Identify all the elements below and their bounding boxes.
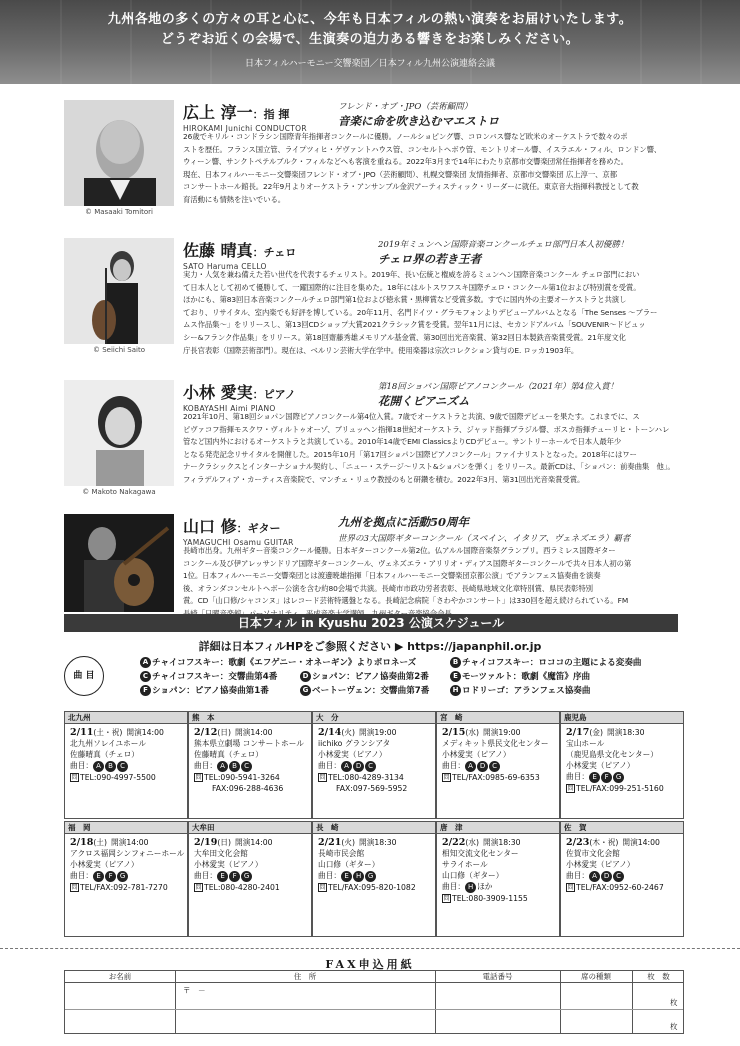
- start-time: 開演14:00: [111, 838, 149, 847]
- program-item: F ショパン：ピアノ協奏曲第1番: [140, 684, 269, 696]
- venue-city: 宮 崎: [437, 712, 559, 724]
- concert-day: (土・祝): [93, 728, 123, 737]
- program-badge: F: [140, 685, 151, 696]
- program-badge: D: [601, 871, 612, 882]
- phone-icon: 問: [195, 774, 202, 781]
- program-badge: C: [613, 871, 624, 882]
- program-label: 曲目：: [442, 761, 466, 770]
- program-item: B チャイコフスキー：ロココの主題による変奏曲: [450, 656, 642, 668]
- venue-city: 鹿児島: [561, 712, 683, 724]
- artist-name-en: KOBAYASHI Aimi PIANO: [183, 404, 276, 413]
- quantity-header: 枚 数: [647, 972, 670, 981]
- program-badge: G: [300, 685, 311, 696]
- venue-line: 熊本県立劇場 コンサートホール: [194, 739, 304, 748]
- concert-day: (水): [465, 838, 479, 847]
- start-time: 開演19:00: [359, 728, 397, 737]
- artist-tagline: 音楽に命を吹き込むマエストロ: [338, 114, 499, 128]
- start-time: 開演18:30: [483, 838, 521, 847]
- program-badge: A: [341, 761, 352, 772]
- name-header: お名前: [108, 972, 132, 981]
- venue-line: 大牟田文化会館: [194, 849, 248, 858]
- concert-date: 2/11: [70, 727, 94, 738]
- program-badge: A: [589, 871, 600, 882]
- program-badge: B: [105, 761, 116, 772]
- schedule-cell: [312, 821, 436, 937]
- venue-city: 佐 賀: [561, 822, 683, 834]
- venue-city: 大牟田: [189, 822, 311, 834]
- program-label: 曲 目: [64, 656, 104, 696]
- fax-form-title: FAX申込用紙: [325, 958, 415, 971]
- phone-icon: 問: [443, 895, 450, 902]
- concert-date: 2/21: [318, 837, 342, 848]
- venue-city: 福 岡: [65, 822, 187, 834]
- phone-header: 電話番号: [482, 972, 513, 981]
- venue-line: 佐藤晴真（チェロ）: [70, 750, 139, 759]
- program-badge: F: [229, 871, 240, 882]
- program-badge: G: [117, 871, 128, 882]
- program-badge: A: [465, 761, 476, 772]
- program-badge: G: [613, 772, 624, 783]
- venue-line: 佐藤晴真（チェロ）: [194, 750, 263, 759]
- start-time: 開演14:00: [622, 838, 660, 847]
- program-badge: G: [241, 871, 252, 882]
- venue-line: 相知交流文化センター: [442, 849, 519, 858]
- start-time: 開演19:00: [483, 728, 521, 737]
- schedule-title: 日本フィル in Kyushu 2023 公演スケジュール: [64, 614, 678, 632]
- venue-line: iichiko グランシアタ: [318, 739, 391, 748]
- unit-label: 枚: [670, 1022, 678, 1031]
- program-badge: D: [300, 671, 311, 682]
- fax-form: [64, 970, 684, 1034]
- program-badge: F: [601, 772, 612, 783]
- start-time: 開演18:30: [359, 838, 397, 847]
- phone-icon: 問: [567, 884, 574, 891]
- phone-icon: 問: [71, 774, 78, 781]
- photo-credit: © Makoto Nakagawa: [82, 488, 156, 496]
- contact-number: TEL/FAX:099-251-5160: [576, 783, 664, 793]
- concert-day: (木・祝): [589, 838, 619, 847]
- program-label: 曲目：: [566, 772, 590, 781]
- schedule-cell: [560, 821, 684, 937]
- phone-icon: 問: [71, 884, 78, 891]
- venue-line: 山口修（ギター）: [442, 871, 504, 880]
- artist-tagline: 九州を拠点に活動50周年: [338, 515, 470, 529]
- venue-line: 長崎市民会館: [318, 849, 365, 858]
- concert-day: (日): [217, 728, 231, 737]
- venue-line: メディキット県民文化センター: [442, 739, 549, 748]
- venue-line: 小林愛実（ピアノ）: [194, 860, 263, 869]
- start-time: 開演14:00: [235, 728, 273, 737]
- seat-type-header: 席の種類: [581, 972, 611, 981]
- address-header: 住 所: [293, 972, 317, 981]
- concert-day: (水): [465, 728, 479, 737]
- venue-line: 小林愛実（ピアノ）: [318, 750, 387, 759]
- phone-icon: 問: [319, 884, 326, 891]
- venue-line: 小林愛実（ピアノ）: [70, 860, 139, 869]
- venue-line: 佐賀市文化会館: [566, 849, 620, 858]
- concert-date: 2/19: [194, 837, 218, 848]
- cellist-photo: [64, 238, 174, 344]
- guitarist-photo: [64, 514, 174, 612]
- zip-mark[interactable]: 〒 －: [183, 986, 206, 995]
- schedule-cell: [64, 711, 188, 819]
- program-badge: A: [140, 657, 151, 668]
- artist-tagline-small: フレンド・オブ・JPO（芸術顧問）: [338, 102, 473, 112]
- artist-tagline: チェロ界の若き王者: [378, 252, 482, 266]
- phone-icon: 問: [443, 774, 450, 781]
- photo-credit: © Seiichi Saito: [92, 346, 146, 354]
- contact-number: TEL/FAX:092-781-7270: [80, 882, 168, 892]
- artist-role: ：指 揮: [252, 108, 290, 121]
- venue-line: サライホール: [442, 860, 488, 869]
- venue-city: 長 崎: [313, 822, 435, 834]
- program-badge: B: [229, 761, 240, 772]
- program-label: 曲目：: [318, 761, 342, 770]
- venue-line: 宝山ホール: [566, 739, 605, 748]
- phone-icon: 問: [567, 785, 574, 792]
- phone-icon: 問: [195, 884, 202, 891]
- program-label: 曲目：: [70, 871, 94, 880]
- schedule-cell: [312, 711, 436, 819]
- program-badge: A: [93, 761, 104, 772]
- program-item: E モーツァルト：歌劇《魔笛》序曲: [450, 670, 590, 682]
- concert-day: (火): [341, 728, 355, 737]
- program-item: H ロドリーゴ：アランフェス協奏曲: [450, 684, 590, 696]
- contact-number: TEL/FAX:095-820-1082: [328, 882, 416, 892]
- venue-line: 山口修（ギター）: [318, 860, 380, 869]
- artist-yamaguchi: [64, 514, 684, 614]
- program-item: A チャイコフスキー：歌劇《エフゲニー・オネーギン》よりポロネーズ: [140, 656, 416, 668]
- venue-line: 小林愛実（ピアノ）: [566, 761, 635, 770]
- program-label: 曲目：: [194, 761, 218, 770]
- program-badge: E: [217, 871, 228, 882]
- conductor-photo: [64, 100, 174, 206]
- cut-line: [0, 948, 740, 949]
- program-badge: E: [589, 772, 600, 783]
- program-badge: C: [140, 671, 151, 682]
- concert-day: (日): [217, 838, 231, 847]
- program-label: 曲目：: [442, 882, 466, 891]
- contact-number: TEL/FAX:0952-60-2467: [576, 882, 664, 892]
- program-badge: D: [477, 761, 488, 772]
- program-label: 曲目：: [318, 871, 342, 880]
- artist-name: 小林 愛実: [183, 383, 253, 402]
- contact-number: TEL:090-5941-3264: [204, 772, 280, 782]
- venue-line: 小林愛実（ピアノ）: [566, 860, 635, 869]
- schedule-cell: [436, 821, 560, 937]
- contact-number: FAX:097-569-5952: [336, 783, 408, 793]
- schedule-cell: [436, 711, 560, 819]
- artist-hirokami: [64, 100, 684, 220]
- artist-name: 佐藤 晴真: [183, 241, 253, 260]
- artist-role: ：ピアノ: [252, 388, 296, 401]
- contact-number: TEL:080-4280-2401: [204, 882, 280, 892]
- contact-number: TEL:090-4997-5500: [80, 772, 156, 782]
- contact-number: TEL/FAX:0985-69-6353: [452, 772, 540, 782]
- artist-kobayashi: [64, 380, 684, 496]
- program-label: 曲目：: [566, 871, 590, 880]
- header-organizer: 日本フィルハーモニー交響楽団／日本フィル九州公演連絡会議: [245, 59, 495, 69]
- artist-role: ：チェロ: [252, 246, 297, 259]
- program-badge: D: [353, 761, 364, 772]
- program-label: 曲目：: [194, 871, 218, 880]
- contact-number: TEL:080-3909-1155: [452, 893, 528, 903]
- contact-number: FAX:096-288-4636: [212, 783, 284, 793]
- program-badge: H: [353, 871, 364, 882]
- artist-name-en: SATO Haruma CELLO: [183, 262, 267, 271]
- header-banner: [0, 0, 740, 84]
- program-badge: B: [450, 657, 461, 668]
- program-badge: C: [489, 761, 500, 772]
- artist-bio: 実力・人気を兼ね備えた若い世代を代表するチェリスト。2019年、長い伝統と権威を誇るミュンヘン国際音楽コンクール チェロ部門におい て日本人として初めて優勝して、一躍国際的に注目を集めた。18年にはルトスワフスキ国際チェロ・コンクール第1位および特別賞を受賞。 ほかにも、第83回日本音楽コンクールチェロ部門第1位および徳永賞・黒柳賞など受賞多数。すでに国内外の主要オーケストラと共演し ており、リサイタル、室内楽でも好評を博している。20年11月、名門ドイツ・グラモフォンよりデビューアルバムとなる「The Senses ～ブラー ムス作品集～」をリリースし、第13回CDショップ大賞2021クラシック賞を受賞。翌年11月には、セカンドアルバム「SOUVENIR～ドビュッ シー&フランク作品集」をリリース。第18回齋藤秀雄メモリアル基金賞、第30回出光音楽賞、第32回日本製鉄音楽賞受賞。21年度文化 庁長官表彰（国際芸術部門）。現在は、ベルリン芸術大学在学中。使用楽器は宗次コレクション貸与のE. ロッカ1903年。: [183, 270, 658, 355]
- schedule-cell: [560, 711, 684, 819]
- artist-bio: 26歳でキリル・コンドラシン国際青年指揮者コンクールに優勝。ノールショピング響、コロンバス響など欧米のオーケストラで数々のポ ストを歴任。フランス国立管、ライプツィヒ・ゲヴァントハウス管、コンセルトヘボウ管、モントリオール響、イスラエル・フィル、ロンドン響、 ウィーン響、サンクトペテルブルク・フィルなどへも客演を重ねる。2022年3月まで14年にわたり京都市交響楽団常任指揮者を務めた。 現在、日本フィルハーモニー交響楽団フレンド・オブ・JPO（芸術顧問）、札幌交響楽団 友情指揮者、京都市交響楽団 広上淳一、京都 コンサートホール館長。22年9月よりオーケストラ・アンサンブル金沢アーティスティック・リーダーに就任。東京音大指揮科教授として教 育活動にも情熱を注いでいる。: [183, 132, 662, 204]
- venue-city: 北九州: [65, 712, 187, 724]
- venue-line: 北九州ソレイユホール: [70, 739, 147, 748]
- website-link[interactable]: 詳細は日本フィルHPをご参照ください ▶ https://japanphil.or.jp: [198, 640, 542, 653]
- venue-city: 大 分: [313, 712, 435, 724]
- artist-tagline-small: 2019年ミュンヘン国際音楽コンクールチェロ部門日本人初優勝！: [378, 240, 629, 250]
- header-line-2: どうぞお近くの会場で、生演奏の迫力ある響きをお楽しみください。: [160, 32, 580, 47]
- program-badge: H: [450, 685, 461, 696]
- program-label: 曲目：: [70, 761, 94, 770]
- venue-city: 唐 津: [437, 822, 559, 834]
- program-item: G ベートーヴェン：交響曲第7番: [300, 684, 429, 696]
- artist-tagline-small: 第18回ショパン国際ピアノコンクール（2021年）第4位入賞！: [378, 382, 619, 392]
- program-badge: A: [217, 761, 228, 772]
- start-time: 開演18:30: [607, 728, 645, 737]
- program-badge: H: [465, 882, 476, 893]
- artist-name: 広上 淳一: [183, 103, 253, 122]
- program-badge: E: [341, 871, 352, 882]
- concert-day: (火): [341, 838, 355, 847]
- program-item: C チャイコフスキー：交響曲第4番: [140, 670, 277, 682]
- artist-tagline-small: 世界の3大国際ギターコンクール（スペイン、イタリア、ヴェネズエラ）覇者: [338, 534, 631, 544]
- program-badge: C: [365, 761, 376, 772]
- schedule-cell: [188, 711, 312, 819]
- concert-date: 2/23: [566, 837, 590, 848]
- schedule-cell: [188, 821, 312, 937]
- venue-city: 熊 本: [189, 712, 311, 724]
- venue-line: 小林愛実（ピアノ）: [442, 750, 511, 759]
- photo-credit: © Masaaki Tomitori: [85, 208, 153, 216]
- concert-date: 2/14: [318, 727, 342, 738]
- artist-role: ：ギター: [236, 522, 281, 535]
- program-suffix: ほか: [477, 882, 493, 891]
- artist-bio: 長崎市出身。九州ギター音楽コンクール優勝。日本ギターコンクール第2位。仏アルル国際音楽祭グランプリ。西ラミレス国際ギター コンクール及び伊アレッサンドリア国際ギターコンクール、ヴェネズエラ・アリリオ・ディアス国際ギターコンクールで共々日本人初の第 1位。日本フィルハーモニー交響楽団とは渡邊暁雄指揮「日本フィルハーモニー交響楽団京都公演」でアランフェス協奏曲を演奏 後、オランダコンセルトヘボー公演を含む約80会場で共演。長崎市市政功労者表彰、長崎県地域文化章特別賞、県民表彰特別 賞。CD「山口修/シャコンヌ」はレコード芸術特選盤となる。長崎記念病院「さわやかコンサート」は330回を超え続けられている。FM: [183, 546, 632, 606]
- program-badge: G: [365, 871, 376, 882]
- artist-name-en: YAMAGUCHI Osamu GUITAR: [183, 538, 294, 547]
- start-time: 開演14:00: [235, 838, 273, 847]
- program-badge: E: [450, 671, 461, 682]
- header-line-1: 九州各地の多くの方々の耳と心に、今年も日本フィルの熱い演奏をお届けいたします。: [107, 12, 633, 27]
- artist-sato: [64, 238, 684, 358]
- pianist-photo: [64, 380, 174, 486]
- program-badge: F: [105, 871, 116, 882]
- program-badge: E: [93, 871, 104, 882]
- concert-day: (金): [589, 728, 603, 737]
- concert-date: 2/17: [566, 727, 590, 738]
- concert-date: 2/22: [442, 837, 466, 848]
- artist-name: 山口 修: [183, 517, 237, 536]
- concert-day: (土): [93, 838, 107, 847]
- contact-number: TEL:080-4289-3134: [328, 772, 404, 782]
- unit-label: 枚: [670, 998, 678, 1007]
- venue-line: アクロス福岡シンフォニーホール: [70, 849, 185, 858]
- artist-bio: 2021年10月、第18回ショパン国際ピアノコンクール第4位入賞。7歳でオーケストラと共演、9歳で国際デビューを果たす。これまでに、ス ピヴァコフ指揮モスクワ・ヴィルトゥオーゾ、ブリュッヘン指揮18世紀オーケストラ、ジャッド指揮ブラジル響、ボスカ指揮チューリヒ・トーンハレ 管など国内外におけるオーケストラと共演している。2010年14歳でEMI ClassicsよりCDデビュー。サントリーホールで日本人最年少 となる発売記念リサイタルを開催した。2015年10月「第17回ショパン国際ピアノコンクール」ファイナリストとなった。2018年にはワー ナークラシックスとインターナショナル契約し、「ニュー・ステージ～リスト&ショパンを弾く」をリリース。最新CDは、「ショパン：前奏曲集 他」。 フィラデルフィア・カーティス音楽院で、マンチェ・リュウ教授のもと研鑽を積む。2022年3月、第31回出光音楽賞受賞。: [183, 412, 675, 484]
- program-item: D ショパン：ピアノ協奏曲第2番: [300, 670, 429, 682]
- schedule-cell: [64, 821, 188, 937]
- concert-date: 2/15: [442, 727, 466, 738]
- concert-date: 2/12: [194, 727, 218, 738]
- artist-name-en: HIROKAMI Junichi CONDUCTOR: [183, 124, 307, 133]
- phone-icon: 問: [319, 774, 326, 781]
- venue-line: （鹿児島県文化センター）: [566, 750, 658, 759]
- program-badge: C: [117, 761, 128, 772]
- artist-tagline: 花開くピアニズム: [378, 394, 470, 408]
- program-badge: C: [241, 761, 252, 772]
- concert-date: 2/18: [70, 837, 94, 848]
- start-time: 開演14:00: [126, 728, 164, 737]
